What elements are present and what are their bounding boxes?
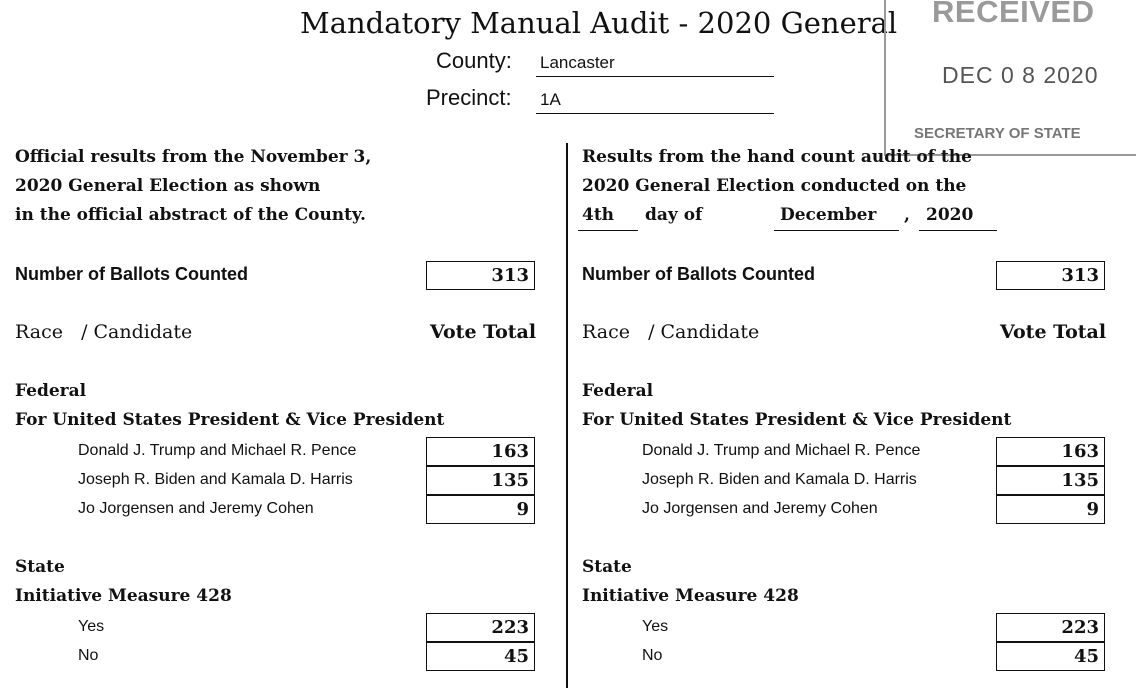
right-year-value: 2020: [926, 205, 974, 225]
right-race-header: Race / Candidate: [582, 321, 760, 343]
right-candidate-trump: Donald J. Trump and Michael R. Pence: [642, 442, 921, 459]
right-candidate-jorgensen: Jo Jorgensen and Jeremy Cohen: [642, 500, 878, 517]
column-divider: [566, 143, 568, 688]
stamp-date: DEC 0 8 2020: [942, 62, 1099, 88]
left-votes-trump: 163: [426, 437, 535, 466]
county-label: County:: [436, 48, 512, 73]
left-intro-line-3: in the official abstract of the County.: [15, 205, 366, 225]
right-day-of: day of: [645, 205, 703, 225]
left-votes-no: 45: [426, 642, 535, 671]
precinct-label: Precinct:: [426, 85, 512, 110]
right-state-race: Initiative Measure 428: [582, 586, 799, 606]
right-votes-no: 45: [996, 642, 1105, 671]
right-candidate-biden: Joseph R. Biden and Kamala D. Harris: [642, 471, 917, 488]
left-federal-race: For United States President & Vice President: [15, 410, 445, 430]
left-vote-header: Vote Total: [430, 321, 537, 343]
stamp-received-text: RECEIVED: [932, 0, 1095, 29]
right-votes-jorgensen: 9: [996, 495, 1105, 524]
left-intro-line-2: 2020 General Election as shown: [15, 176, 321, 196]
page-title: Mandatory Manual Audit - 2020 General: [300, 6, 898, 40]
left-votes-jorgensen: 9: [426, 495, 535, 524]
left-federal-heading: Federal: [15, 381, 87, 401]
right-year-underline: [919, 212, 997, 231]
left-option-yes: Yes: [78, 618, 105, 635]
right-intro-line-1: Results from the hand count audit of the: [582, 147, 972, 167]
left-candidate-biden: Joseph R. Biden and Kamala D. Harris: [78, 471, 353, 488]
right-ballots-label: Number of Ballots Counted: [582, 264, 815, 284]
right-votes-yes: 223: [996, 613, 1105, 642]
right-intro-line-2: 2020 General Election conducted on the: [582, 176, 967, 196]
right-option-yes: Yes: [642, 618, 669, 635]
precinct-value: 1A: [540, 90, 561, 109]
right-ballots-box: 313: [996, 261, 1105, 290]
left-race-header: Race / Candidate: [15, 321, 193, 343]
left-votes-yes: 223: [426, 613, 535, 642]
left-intro-line-1: Official results from the November 3,: [15, 147, 372, 167]
right-day-underline: [578, 212, 638, 231]
county-underline: [536, 56, 774, 77]
left-candidate-jorgensen: Jo Jorgensen and Jeremy Cohen: [78, 500, 314, 517]
left-state-race: Initiative Measure 428: [15, 586, 232, 606]
right-month-underline: [774, 212, 899, 231]
county-value: Lancaster: [540, 53, 615, 72]
right-federal-race: For United States President & Vice President: [582, 410, 1012, 430]
right-option-no: No: [642, 647, 663, 664]
right-vote-header: Vote Total: [1000, 321, 1107, 343]
stamp-office: SECRETARY OF STATE: [914, 125, 1081, 142]
right-votes-biden: 135: [996, 466, 1105, 495]
left-option-no: No: [78, 647, 99, 664]
right-federal-heading: Federal: [582, 381, 654, 401]
right-month-value: December: [780, 205, 877, 225]
right-day-value: 4th: [582, 205, 615, 225]
right-state-heading: State: [582, 557, 632, 577]
right-votes-trump: 163: [996, 437, 1105, 466]
left-ballots-box: 313: [426, 261, 535, 290]
left-candidate-trump: Donald J. Trump and Michael R. Pence: [78, 442, 357, 459]
right-comma: ,: [904, 205, 910, 225]
precinct-underline: [536, 93, 774, 114]
left-state-heading: State: [15, 557, 65, 577]
left-votes-biden: 135: [426, 466, 535, 495]
left-ballots-label: Number of Ballots Counted: [15, 264, 248, 284]
